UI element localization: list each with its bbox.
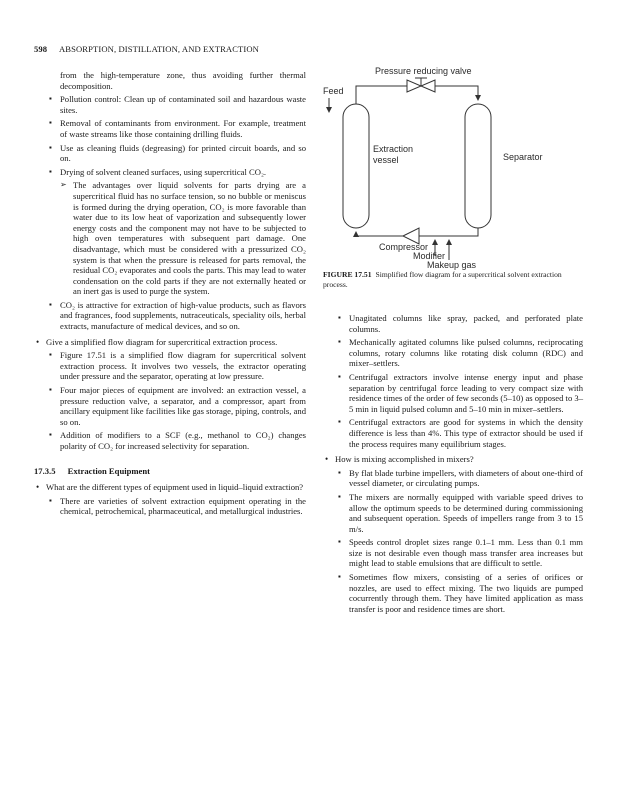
- flow-diagram-svg: [323, 60, 585, 270]
- list-item: ▪ By flat blade turbine impellers, with diameters of about one-third of vessel diameter, or circulating pumps.: [323, 468, 583, 489]
- figure-caption-label: FIGURE 17.51: [323, 270, 372, 279]
- list-item: ➢ The advantages over liquid solvents for parts drying are a supercritical fluid has no surface tension, so no bubble or meniscus is formed during the drying operation, CO₂ is more favorable than water due to its low heat of vaporization and subsequently lower energy costs and the component may not have to be subjected to high oven temperatures with subsequent part damage. One disadvantage, which must be considered with a pressurized CO₂ system is that when the pressure is released for parts removal, the residual CO₂ evaporates and cools the parts. This may lead to water condensation on the cold parts if they are not externally heated or an inert gas is used to purge the system.: [34, 180, 306, 297]
- left-column: [34, 70, 306, 517]
- question: • Give a simplified flow diagram for supercritical extraction process.: [34, 337, 306, 348]
- separator-label: Separator: [503, 152, 543, 162]
- list-item: ▪ Speeds control droplet sizes range 0.1–1 mm. Less than 0.1 mm size is not desirable even though mass transfer area increases but might lead to stable emulsions that are difficult to settle.: [323, 537, 583, 569]
- list-item: ▪ Mechanically agitated columns like pulsed columns, reciprocating columns, rotary columns like rotating disk column (RDC) and mixer–settlers.: [323, 337, 583, 369]
- list-item: ▪ Centrifugal extractors are good for systems in which the density difference is less than 4%. This type of extractor should be used if the process requires many equilibrium stages.: [323, 417, 583, 449]
- page-header: [34, 44, 259, 54]
- right-column: [323, 310, 583, 614]
- flow-diagram: [323, 60, 585, 270]
- outlet-pipe: [356, 86, 407, 104]
- list-item: ▪ Drying of solvent cleaned surfaces, using supercritical CO₂.: [34, 167, 306, 178]
- list-item: ▪ Sometimes flow mixers, consisting of a series of orifices or nozzles, are used to effect mixing. The two liquids are pumped cocurrently through them. They have limited application as mass transfer is poor and residence times are short.: [323, 572, 583, 614]
- extraction-vessel: [343, 104, 369, 228]
- list-item: ▪ CO₂ is attractive for extraction of high-value products, such as flavors and fragrances, food supplements, nutraceuticals, speciality oils, herbal extracts, manufacture of medical devices, and so on.: [34, 300, 306, 332]
- list-item: ▪ Four major pieces of equipment are involved: an extraction vessel, a pressure reduction valve, a separator, and a compressor, apart from ancillary equipment like facilities like gas storage, piping, controls, and so on.: [34, 385, 306, 427]
- separator-vessel: [465, 104, 491, 228]
- return-pipe: [419, 228, 478, 236]
- figure-caption: [323, 270, 585, 289]
- section-heading: [34, 466, 306, 477]
- extractor-inlet-pipe: [356, 232, 403, 236]
- valve-label: Pressure reducing valve: [375, 66, 472, 76]
- figure-caption-text: Simplified flow diagram for a supercritical solvent extraction process.: [323, 270, 562, 289]
- list-item: ▪ Pollution control: Clean up of contaminated soil and hazardous waste sites.: [34, 94, 306, 115]
- list-item: ▪ Removal of contaminants from environment. For example, treatment of waste streams like those containing drilling fluids.: [34, 118, 306, 139]
- makeup-gas-label: Makeup gas: [427, 260, 477, 270]
- question: • How is mixing accomplished in mixers?: [323, 454, 583, 465]
- list-item: ▪ There are varieties of solvent extraction equipment operating in the chemical, petrochemical, pharmaceutical, and metallurgical industries.: [34, 496, 306, 517]
- feed-label: Feed: [323, 86, 344, 96]
- list-item: ▪ Addition of modifiers to a SCF (e.g., methanol to CO₂) changes polarity of CO₂ for increased selectivity for separation.: [34, 430, 306, 451]
- paragraph: from the high-temperature zone, thus avoiding further thermal decomposition.: [60, 70, 306, 91]
- list-item: ▪ The mixers are normally equipped with variable speed drives to allow the optimum speeds to be determined during commissioning and subsequent operation. Speeds of impellers range from 3 to 15 m/s.: [323, 492, 583, 534]
- list-item: ▪ Centrifugal extractors involve intense energy input and phase separation by centrifugal force leading to very compact size with residence times of the order of few seconds (5–10) as opposed to 3–5 min in liquid pulsed column and 5–10 min in mixer–settlers.: [323, 372, 583, 414]
- modifier-label: Modifier: [413, 251, 446, 261]
- section-title: Extraction Equipment: [67, 465, 151, 476]
- extraction-label: Extraction: [373, 144, 414, 154]
- question: • What are the different types of equipment used in liquid–liquid extraction?: [34, 482, 306, 493]
- running-title: ABSORPTION, DISTILLATION, AND EXTRACTION: [58, 44, 259, 54]
- vessel-label: vessel: [373, 155, 399, 165]
- separator-inlet-pipe: [435, 86, 478, 100]
- list-item: ▪ Unagitated columns like spray, packed, and perforated plate columns.: [323, 313, 583, 334]
- page-number: 598: [34, 44, 48, 54]
- list-item: ▪ Figure 17.51 is a simplified flow diagram for supercritical solvent extraction process. It involves two vessels, the extractor operating under pressure and the separator, operating at low pressure.: [34, 350, 306, 382]
- list-item: ▪ Use as cleaning fluids (degreasing) for printed circuit boards, and so on.: [34, 143, 306, 164]
- compressor-label: Compressor: [379, 242, 429, 252]
- section-number: 17.3.5: [34, 465, 56, 476]
